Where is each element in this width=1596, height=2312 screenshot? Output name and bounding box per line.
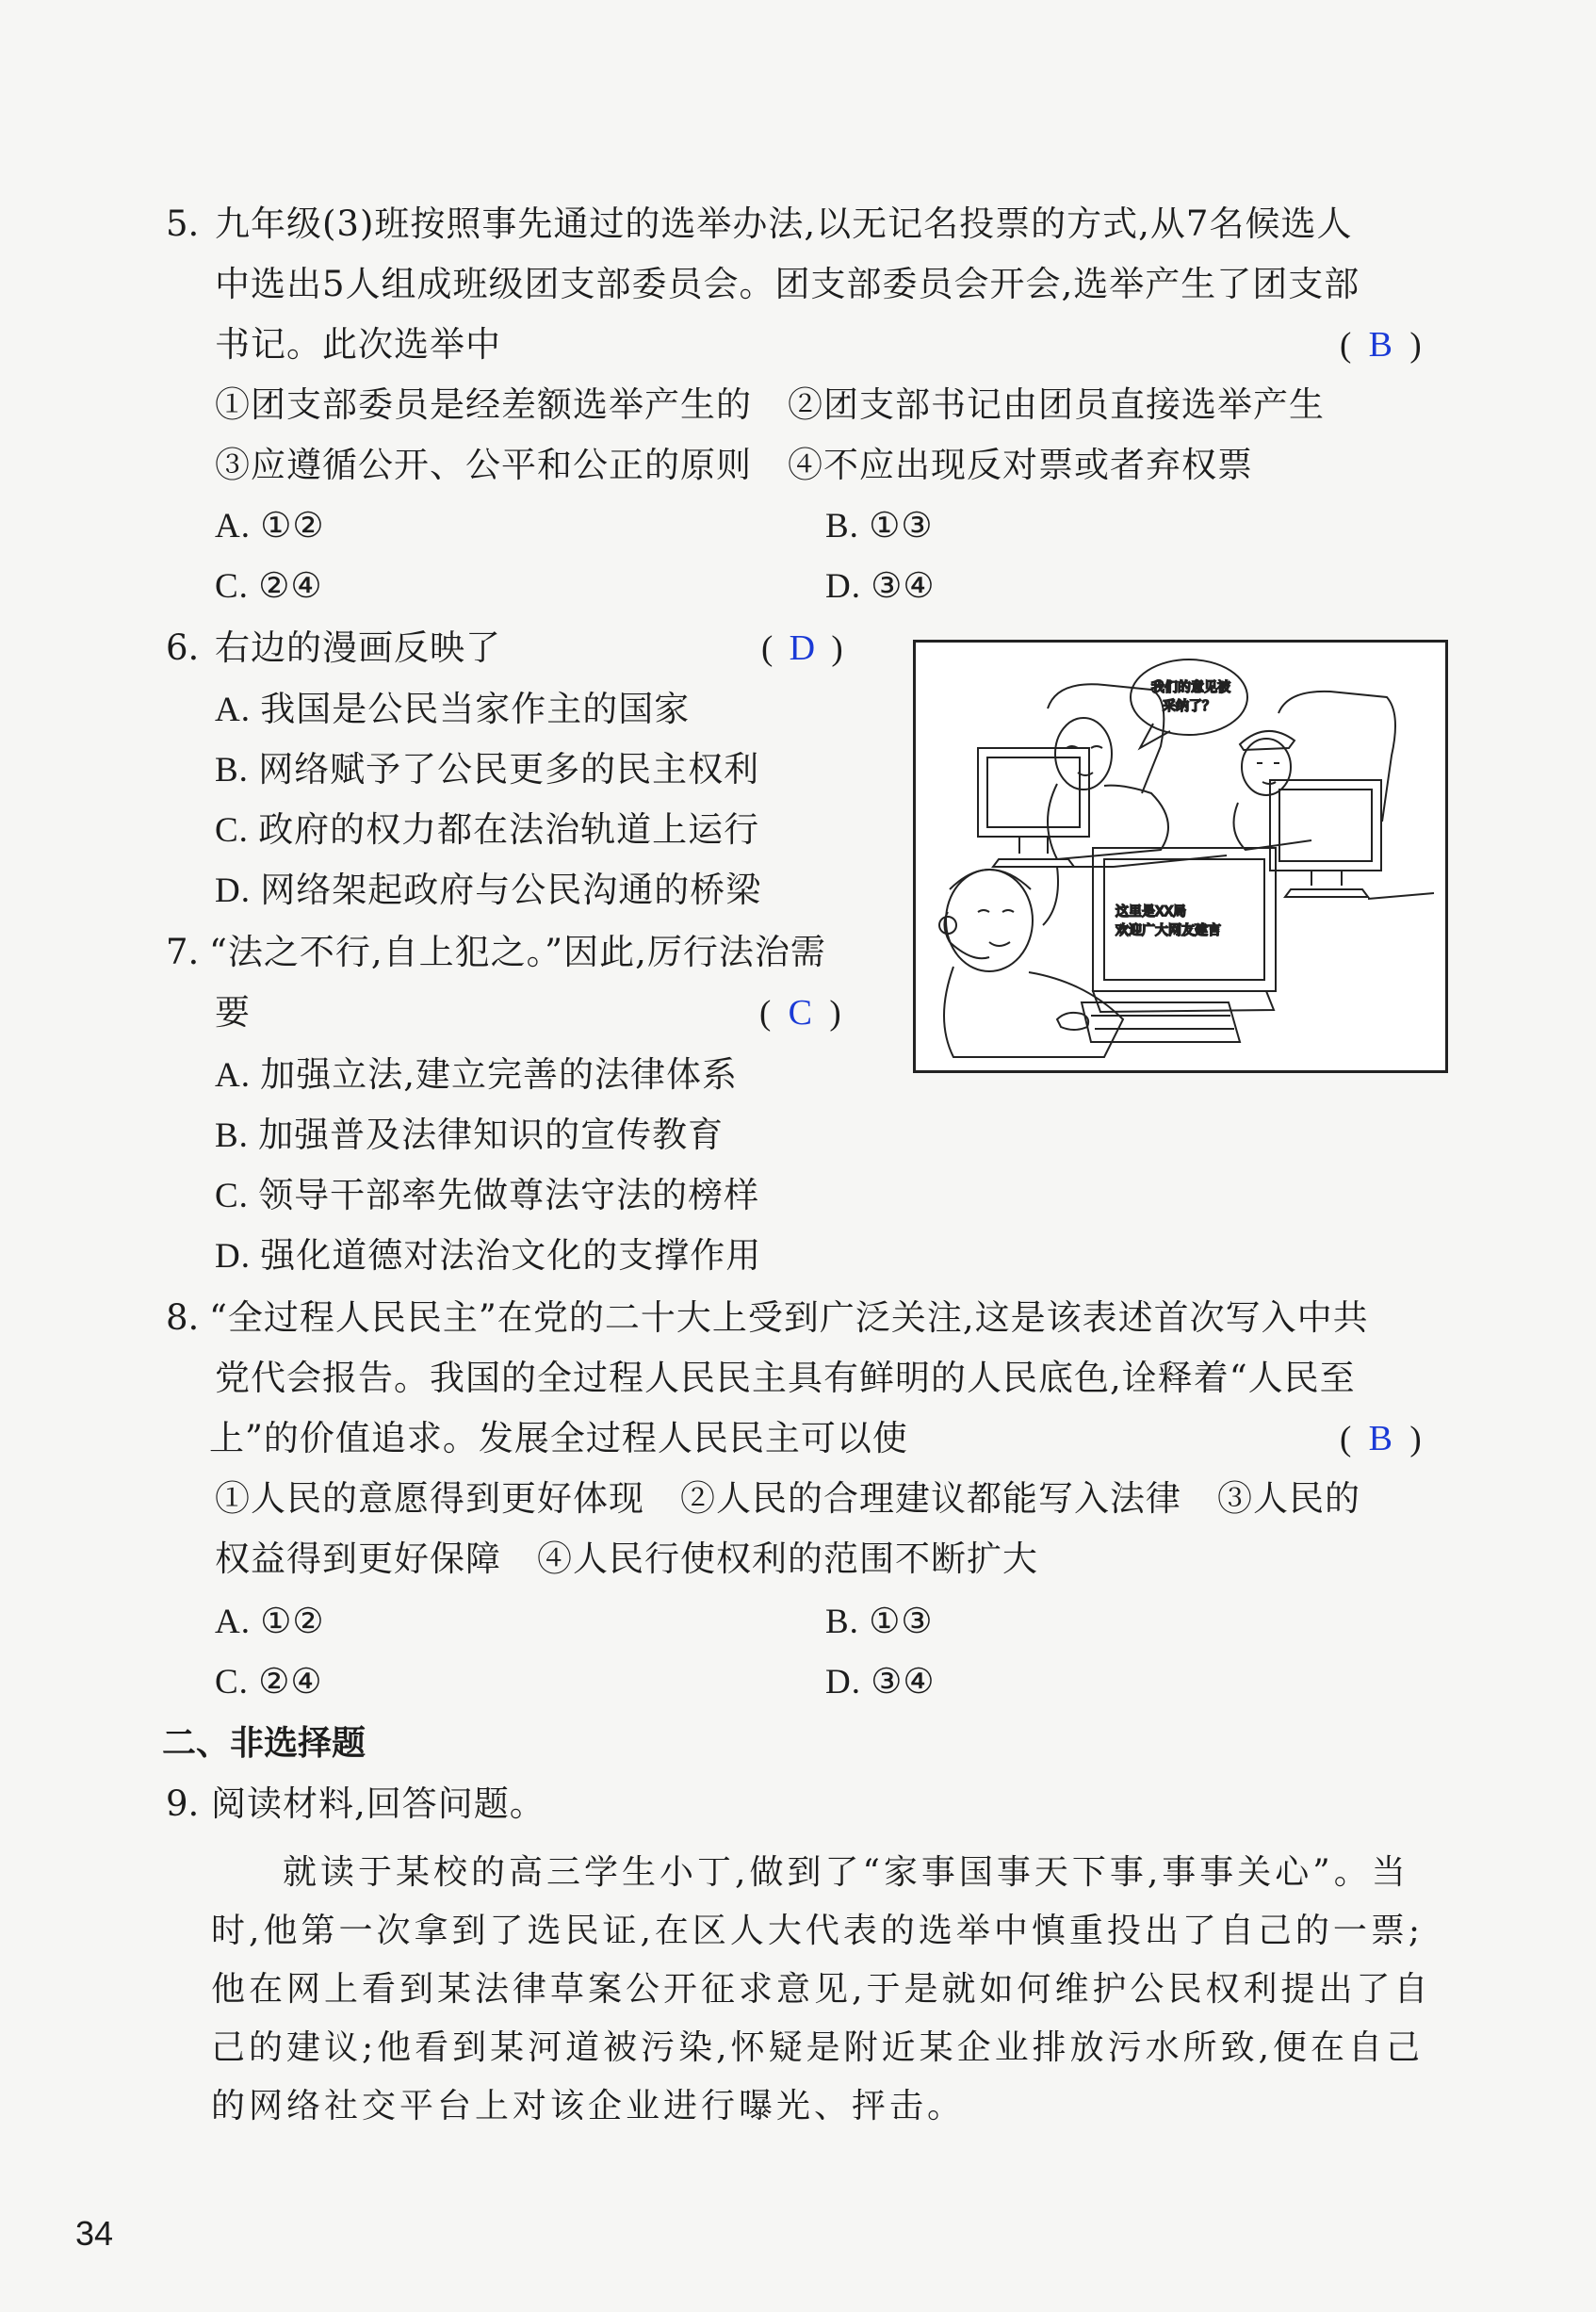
option-text: 政府的权力都在法治轨道上运行 — [258, 809, 760, 850]
answer-parentheses: ( C ) — [759, 990, 841, 1036]
option-b: B. 网络赋予了公民更多的民主权利 — [215, 749, 760, 790]
bubble-text-line-2: 采纳了？ — [1163, 699, 1215, 714]
option-text: ①② — [260, 1601, 325, 1641]
screen-text-line-1: 这里是XX局 — [1116, 904, 1187, 920]
option-text: ①② — [260, 505, 325, 545]
option-b: B. ①③ — [825, 505, 934, 545]
option-text: ②④ — [258, 1661, 323, 1701]
option-d: D. 强化道德对法治文化的支撑作用 — [215, 1235, 762, 1276]
answer-letter: C — [788, 993, 812, 1033]
stem-line: 右边的漫画反映了 — [215, 627, 501, 668]
option-text: 网络赋予了公民更多的民主权利 — [258, 749, 760, 790]
answer-letter: B — [1368, 1419, 1392, 1458]
stem-line: 九年级(3)班按照事先通过的选举办法,以无记名投票的方式,从7名候选人 — [215, 204, 1353, 244]
option-text: ③④ — [871, 1661, 936, 1701]
option-text: ①③ — [869, 1601, 934, 1641]
option-text: ③④ — [871, 565, 936, 606]
statement-line: ①人民的意愿得到更好体现 ②人民的合理建议都能写入法律 ③人民的 — [215, 1478, 1360, 1519]
option-text: ②④ — [258, 565, 323, 606]
stem-line: 书记。此次选举中 — [215, 324, 501, 365]
option-b: B. ①③ — [825, 1601, 934, 1641]
statement-line: ③应遵循公开、公平和公正的原则 ④不应出现反对票或者弃权票 — [215, 445, 1253, 485]
answer-parentheses: ( D ) — [761, 626, 843, 672]
stem-line: 上”的价值追求。发展全过程人民民主可以使 — [209, 1418, 908, 1458]
cartoon-illustration — [913, 640, 1448, 1073]
answer-letter: B — [1368, 325, 1392, 365]
material-line: 就读于某校的高三学生小丁,做到了“家事国事天下事,事事关心”。当 — [283, 1853, 1409, 1892]
option-d: D. ③④ — [825, 565, 936, 606]
stem-line: 中选出5人组成班级团支部委员会。团支部委员会开会,选举产生了团支部 — [215, 264, 1360, 304]
option-text: 网络架起政府与公民沟通的桥梁 — [260, 870, 762, 910]
option-b: B. 加强普及法律知识的宣传教育 — [215, 1115, 725, 1155]
question-number: 7. — [166, 932, 200, 972]
stem-line: “法之不行,自上犯之。”因此,厉行法治需 — [209, 932, 826, 972]
option-c: C. 领导干部率先做尊法守法的榜样 — [215, 1175, 760, 1215]
material-line: 己的建议;他看到某河道被污染,怀疑是附近某企业排放污水所致,便在自己 — [211, 2028, 1425, 2067]
option-a: A. 加强立法,建立完善的法律体系 — [215, 1054, 738, 1095]
answer-parentheses: ( B ) — [1340, 322, 1422, 368]
stem-line: 要 — [215, 992, 251, 1033]
option-d: D. ③④ — [825, 1661, 936, 1701]
bubble-text-line-1: 我们的意见被 — [1151, 680, 1230, 695]
option-text: ①③ — [869, 505, 934, 545]
material-line: 他在网上看到某法律草案公开征求意见,于是就如何维护公民权利提出了自 — [211, 1970, 1432, 2009]
question-number: 5. — [166, 204, 200, 244]
answer-letter: D — [789, 628, 816, 668]
option-text: 强化道德对法治文化的支撑作用 — [260, 1235, 762, 1276]
material-line: 的网络社交平台上对该企业进行曝光、抨击。 — [211, 2087, 966, 2125]
section-title: 二、非选择题 — [162, 1724, 366, 1763]
option-text: 加强普及法律知识的宣传教育 — [258, 1115, 725, 1155]
stem-line: 阅读材料,回答问题。 — [211, 1783, 546, 1824]
answer-parentheses: ( B ) — [1340, 1416, 1422, 1462]
stem-line: 党代会报告。我国的全过程人民民主具有鲜明的人民底色,诠释着“人民至 — [215, 1358, 1356, 1398]
cartoon-drawing — [916, 643, 1445, 1070]
option-text: 领导干部率先做尊法守法的榜样 — [258, 1175, 760, 1215]
question-number: 8. — [166, 1297, 200, 1338]
option-a: A. 我国是公民当家作主的国家 — [215, 689, 691, 729]
screen-text-line-2: 欢迎广大网友建言 — [1116, 923, 1221, 938]
option-c: C. 政府的权力都在法治轨道上运行 — [215, 809, 760, 850]
option-d: D. 网络架起政府与公民沟通的桥梁 — [215, 870, 762, 910]
question-number: 6. — [166, 627, 200, 668]
statement-line: 权益得到更好保障 ④人民行使权利的范围不断扩大 — [215, 1539, 1038, 1579]
option-a: A. ①② — [215, 1601, 325, 1641]
option-text: 我国是公民当家作主的国家 — [260, 689, 691, 729]
option-c: C. ②④ — [215, 1661, 323, 1701]
option-c: C. ②④ — [215, 565, 323, 606]
material-line: 时,他第一次拿到了选民证,在区人大代表的选举中慎重投出了自己的一票; — [211, 1912, 1425, 1950]
question-number: 9. — [166, 1783, 200, 1824]
option-a: A. ①② — [215, 505, 325, 545]
stem-line: “全过程人民民主”在党的二十大上受到广泛关注,这是该表述首次写入中共 — [209, 1297, 1369, 1338]
page-number: 34 — [75, 2214, 114, 2253]
statement-line: ①团支部委员是经差额选举产生的 ②团支部书记由团员直接选举产生 — [215, 384, 1325, 425]
option-text: 加强立法,建立完善的法律体系 — [260, 1054, 738, 1095]
